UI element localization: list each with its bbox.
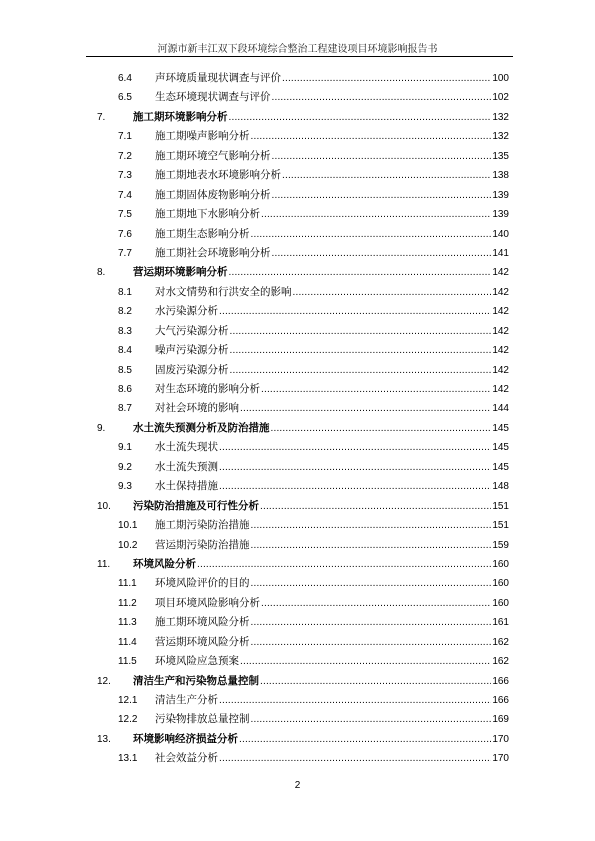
toc-entry-number: 12.1: [118, 695, 138, 706]
toc-dot-leader: [272, 186, 492, 205]
toc-entry-title: 施工期噪声影响分析: [155, 130, 250, 143]
toc-entry-page: 140: [492, 228, 509, 240]
toc-entry-title: 施工期地表水环境影响分析: [155, 169, 281, 182]
toc-entry-page: 144: [492, 403, 509, 415]
toc-entry-number: 6.5: [118, 92, 132, 104]
toc-chapter-entry[interactable]: [0, 108, 595, 127]
toc-dot-leader: [230, 341, 492, 360]
toc-entry-row: [133, 108, 509, 127]
toc-section-entry[interactable]: [0, 399, 595, 418]
toc-section-entry[interactable]: [0, 574, 595, 593]
toc-section-entry[interactable]: [0, 536, 595, 555]
toc-entry-title: 声环境质量现状调查与评价: [155, 72, 281, 84]
toc-entry-page: 142: [492, 267, 509, 279]
toc-entry-row: [155, 613, 509, 632]
toc-dot-leader: [272, 88, 492, 107]
toc-dot-leader: [240, 652, 491, 671]
toc-entry-page: 102: [492, 92, 509, 104]
toc-dot-leader: [229, 263, 492, 282]
toc-section-entry[interactable]: [0, 477, 595, 496]
toc-dot-leader: [282, 69, 491, 88]
toc-entry-title: 水土流失现状: [155, 441, 218, 454]
toc-entry-row: [133, 555, 509, 574]
toc-section-entry[interactable]: [0, 633, 595, 652]
toc-entry-title: 污染物排放总量控制: [155, 713, 250, 726]
toc-entry-page: 142: [492, 286, 509, 298]
toc-chapter-entry[interactable]: [0, 730, 595, 749]
toc-dot-leader: [261, 380, 491, 399]
toc-section-entry[interactable]: [0, 361, 595, 380]
toc-dot-leader: [251, 574, 492, 593]
toc-entry-row: [155, 127, 509, 146]
toc-entry-page: 135: [492, 150, 509, 162]
toc-entry-number: 11.1: [118, 578, 137, 590]
toc-entry-number: 8.6: [118, 384, 132, 395]
toc-dot-leader: [251, 633, 492, 652]
page-number: 2: [294, 780, 301, 791]
toc-entry-row: [155, 399, 509, 418]
toc-chapter-entry[interactable]: [0, 555, 595, 574]
toc-entry-row: [155, 438, 509, 457]
toc-entry-page: 145: [492, 442, 509, 454]
toc-entry-number: 9.3: [118, 481, 132, 493]
toc-dot-leader: [219, 438, 491, 457]
table-of-contents: [0, 69, 595, 769]
toc-entry-row: [155, 749, 509, 768]
toc-entry-row: [155, 361, 509, 380]
toc-entry-row: [155, 516, 509, 535]
toc-entry-page: 166: [492, 695, 509, 706]
toc-entry-title: 大气污染源分析: [155, 324, 229, 337]
toc-entry-number: 9.: [97, 422, 106, 434]
toc-entry-row: [155, 341, 509, 360]
toc-entry-title: 清洁生产分析: [155, 694, 218, 706]
toc-dot-leader: [260, 672, 491, 691]
toc-dot-leader: [230, 322, 492, 341]
toc-entry-title: 营运期污染防治措施: [155, 538, 250, 551]
toc-entry-title: 施工期生态影响分析: [155, 227, 250, 240]
toc-section-entry[interactable]: [0, 438, 595, 457]
toc-dot-leader: [251, 516, 492, 535]
toc-chapter-entry[interactable]: [0, 497, 595, 516]
toc-section-entry[interactable]: [0, 69, 595, 88]
toc-entry-title: 清洁生产和污染物总量控制: [133, 674, 259, 687]
toc-entry-row: [133, 497, 509, 516]
toc-entry-row: [155, 477, 509, 496]
toc-entry-number: 7.2: [118, 150, 132, 162]
toc-entry-number: 8.5: [118, 364, 132, 376]
toc-entry-row: [155, 633, 509, 652]
toc-section-entry[interactable]: [0, 710, 595, 729]
toc-dot-leader: [251, 710, 492, 729]
toc-entry-page: 151: [492, 520, 509, 532]
toc-section-entry[interactable]: [0, 147, 595, 166]
toc-dot-leader: [271, 419, 492, 438]
toc-section-entry[interactable]: [0, 186, 595, 205]
toc-section-entry[interactable]: [0, 302, 595, 321]
toc-entry-title: 施工期社会环境影响分析: [155, 246, 271, 259]
toc-entry-row: [155, 186, 509, 205]
toc-entry-page: 139: [492, 209, 509, 221]
toc-entry-page: 145: [492, 461, 509, 473]
toc-entry-number: 11.2: [118, 597, 137, 609]
toc-section-entry[interactable]: [0, 322, 595, 341]
toc-entry-number: 8.1: [118, 286, 132, 298]
toc-entry-page: 138: [492, 170, 509, 182]
toc-section-entry[interactable]: [0, 244, 595, 263]
toc-entry-row: [155, 574, 509, 593]
toc-dot-leader: [219, 477, 491, 496]
toc-dot-leader: [272, 147, 492, 166]
toc-dot-leader: [230, 361, 492, 380]
header-rule: [86, 56, 513, 57]
toc-dot-leader: [272, 244, 492, 263]
toc-entry-number: 11.4: [118, 636, 137, 648]
toc-entry-number: 7.7: [118, 247, 132, 259]
toc-dot-leader: [239, 730, 491, 749]
toc-dot-leader: [282, 166, 491, 185]
toc-section-entry[interactable]: [0, 127, 595, 146]
toc-entry-page: 169: [492, 714, 509, 726]
toc-section-entry[interactable]: [0, 749, 595, 768]
toc-entry-number: 11.3: [118, 617, 137, 629]
toc-entry-page: 145: [492, 422, 509, 434]
toc-entry-title: 营运期环境风险分析: [155, 635, 250, 648]
toc-entry-title: 施工期污染防治措施: [155, 519, 250, 532]
toc-entry-number: 8.2: [118, 306, 132, 318]
toc-entry-title: 社会效益分析: [155, 752, 218, 765]
toc-section-entry[interactable]: [0, 594, 595, 613]
toc-entry-number: 7.5: [118, 209, 132, 221]
toc-entry-row: [155, 691, 509, 710]
toc-entry-row: [155, 69, 509, 88]
toc-entry-number: 7.3: [118, 170, 132, 182]
toc-entry-page: 100: [492, 73, 509, 84]
toc-entry-number: 8.: [97, 267, 106, 279]
toc-dot-leader: [251, 536, 492, 555]
toc-entry-page: 132: [492, 131, 509, 143]
toc-entry-number: 8.3: [118, 325, 132, 337]
toc-dot-leader: [261, 594, 491, 613]
toc-entry-row: [155, 322, 509, 341]
toc-chapter-entry[interactable]: [0, 419, 595, 438]
toc-entry-number: 6.4: [118, 73, 132, 84]
toc-entry-title: 水土流失预测分析及防治措施: [133, 421, 270, 434]
toc-chapter-entry[interactable]: [0, 263, 595, 282]
toc-section-entry[interactable]: [0, 166, 595, 185]
toc-dot-leader: [293, 283, 492, 302]
toc-entry-title: 环境影响经济损益分析: [133, 732, 238, 745]
toc-entry-page: 159: [492, 539, 509, 551]
toc-entry-number: 9.1: [118, 442, 132, 454]
toc-entry-row: [155, 205, 509, 224]
toc-entry-title: 施工期固体废物影响分析: [155, 188, 271, 201]
toc-entry-page: 142: [492, 345, 509, 357]
toc-entry-row: [133, 672, 509, 691]
toc-section-entry[interactable]: [0, 691, 595, 710]
toc-dot-leader: [219, 691, 491, 710]
toc-dot-leader: [219, 458, 491, 477]
toc-dot-leader: [219, 749, 491, 768]
toc-entry-number: 12.: [97, 675, 111, 687]
toc-section-entry[interactable]: [0, 380, 595, 399]
toc-entry-page: 170: [492, 753, 509, 765]
toc-entry-row: [155, 302, 509, 321]
toc-entry-row: [155, 283, 509, 302]
toc-entry-row: [155, 536, 509, 555]
toc-entry-row: [155, 380, 509, 399]
toc-entry-row: [133, 419, 509, 438]
toc-entry-row: [155, 147, 509, 166]
toc-entry-row: [155, 166, 509, 185]
toc-entry-page: 160: [492, 558, 509, 570]
toc-entry-title: 固废污染源分析: [155, 363, 229, 376]
toc-entry-number: 10.2: [118, 539, 138, 551]
toc-entry-page: 161: [492, 617, 509, 629]
toc-entry-row: [155, 88, 509, 107]
toc-entry-title: 对水文情势和行洪安全的影响: [155, 285, 292, 298]
toc-dot-leader: [197, 555, 491, 574]
toc-entry-page: 142: [492, 306, 509, 318]
toc-section-entry[interactable]: [0, 341, 595, 360]
toc-entry-page: 160: [492, 578, 509, 590]
toc-section-entry[interactable]: [0, 652, 595, 671]
toc-entry-page: 141: [492, 247, 509, 259]
toc-entry-row: [155, 244, 509, 263]
toc-entry-title: 对社会环境的影响: [155, 402, 239, 415]
toc-entry-page: 151: [492, 500, 509, 512]
toc-entry-title: 水污染源分析: [155, 305, 218, 318]
toc-entry-title: 对生态环境的影响分析: [155, 383, 260, 395]
toc-entry-title: 噪声污染源分析: [155, 344, 229, 357]
toc-entry-number: 11.: [97, 558, 111, 570]
toc-dot-leader: [229, 108, 492, 127]
toc-entry-title: 环境风险分析: [133, 557, 196, 570]
toc-entry-title: 水土保持措施: [155, 480, 218, 493]
toc-entry-row: [155, 458, 509, 477]
toc-entry-number: 9.2: [118, 461, 132, 473]
toc-entry-number: 12.2: [118, 714, 138, 726]
toc-entry-row: [155, 594, 509, 613]
toc-entry-row: [133, 263, 509, 282]
toc-entry-number: 8.4: [118, 345, 132, 357]
toc-entry-title: 项目环境风险影响分析: [155, 596, 260, 609]
toc-entry-title: 水土流失预测: [155, 460, 218, 473]
toc-entry-title: 施工期环境空气影响分析: [155, 149, 271, 162]
toc-entry-title: 环境风险评价的目的: [155, 577, 250, 590]
toc-entry-number: 10.: [97, 500, 111, 512]
toc-section-entry[interactable]: [0, 613, 595, 632]
toc-entry-number: 7.: [97, 111, 106, 123]
toc-dot-leader: [251, 127, 492, 146]
toc-dot-leader: [261, 205, 491, 224]
toc-entry-title: 营运期环境影响分析: [133, 266, 228, 279]
toc-entry-page: 142: [492, 384, 509, 395]
toc-entry-page: 148: [492, 481, 509, 493]
running-header: 河源市新丰江双下段环境综合整治工程建设项目环境影响报告书: [157, 44, 438, 55]
toc-section-entry[interactable]: [0, 88, 595, 107]
toc-dot-leader: [260, 497, 491, 516]
toc-entry-number: 13.1: [118, 753, 138, 765]
toc-section-entry[interactable]: [0, 205, 595, 224]
toc-entry-title: 生态环境现状调查与评价: [155, 91, 271, 104]
toc-entry-title: 施工期地下水影响分析: [155, 208, 260, 221]
toc-entry-title: 环境风险应急预案: [155, 655, 239, 668]
toc-entry-page: 162: [492, 636, 509, 648]
toc-dot-leader: [251, 225, 492, 244]
toc-entry-number: 10.1: [118, 520, 138, 532]
toc-entry-number: 7.6: [118, 228, 132, 240]
toc-entry-number: 13.: [97, 733, 111, 745]
toc-entry-page: 162: [492, 656, 509, 668]
toc-entry-number: 7.4: [118, 189, 132, 201]
toc-section-entry[interactable]: [0, 283, 595, 302]
toc-entry-page: 160: [492, 597, 509, 609]
toc-dot-leader: [251, 613, 492, 632]
toc-entry-row: [155, 652, 509, 671]
toc-entry-page: 142: [492, 364, 509, 376]
toc-entry-number: 8.7: [118, 403, 132, 415]
toc-entry-page: 170: [492, 733, 509, 745]
toc-chapter-entry[interactable]: [0, 672, 595, 691]
toc-entry-page: 166: [492, 675, 509, 687]
toc-entry-title: 施工期环境影响分析: [133, 110, 228, 123]
toc-section-entry[interactable]: [0, 225, 595, 244]
toc-entry-row: [155, 225, 509, 244]
toc-entry-row: [133, 730, 509, 749]
toc-entry-number: 7.1: [118, 131, 132, 143]
toc-entry-page: 132: [492, 111, 509, 123]
toc-entry-page: 142: [492, 325, 509, 337]
toc-section-entry[interactable]: [0, 458, 595, 477]
toc-entry-title: 污染防治措施及可行性分析: [133, 499, 259, 512]
toc-entry-number: 11.5: [118, 656, 137, 668]
toc-entry-row: [155, 710, 509, 729]
toc-dot-leader: [240, 399, 491, 418]
toc-section-entry[interactable]: [0, 516, 595, 535]
toc-entry-page: 139: [492, 189, 509, 201]
toc-entry-title: 施工期环境风险分析: [155, 616, 250, 629]
toc-dot-leader: [219, 302, 491, 321]
